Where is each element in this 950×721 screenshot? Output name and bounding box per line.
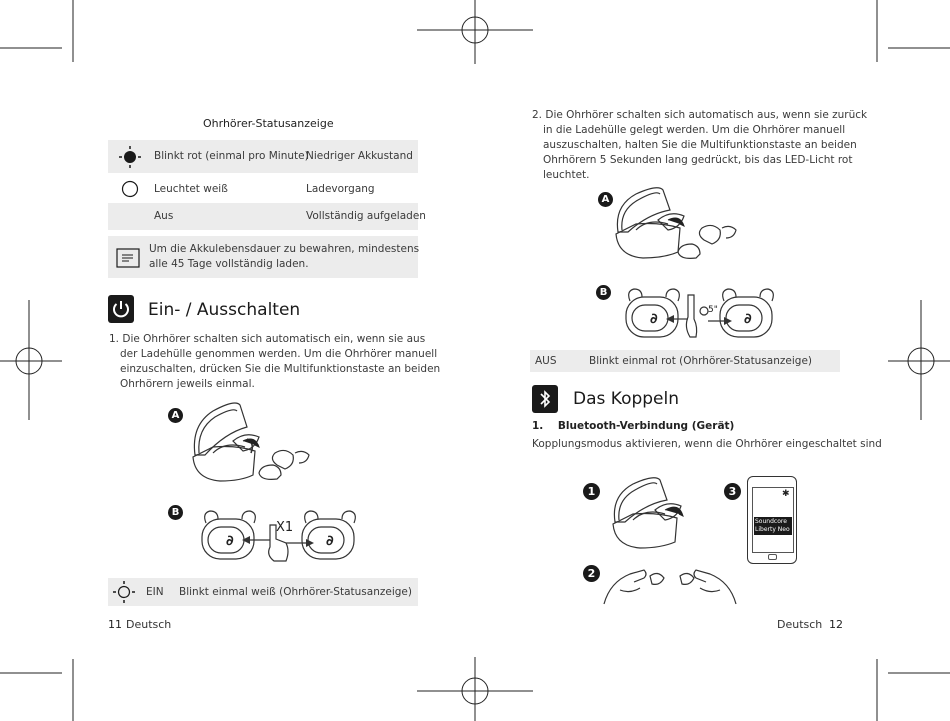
power-para-line-1: 1. Die Ohrhörer schalten sich automatisch ein, wenn sie aus [109, 333, 426, 345]
language-left: Deutsch [126, 618, 172, 631]
svg-text:∂: ∂ [326, 533, 334, 549]
phone-device-label [754, 517, 792, 535]
language-right: Deutsch [777, 618, 823, 631]
power-section-icon-box [108, 295, 134, 323]
svg-text:∂: ∂ [744, 311, 752, 327]
power-icon [108, 295, 134, 323]
charging-case-open-illustration [185, 395, 325, 495]
pair-body: Kopplungsmodus aktivieren, wenn die Ohrhörer eingeschaltet sind [532, 438, 882, 450]
status-row-1-state: Blinkt rot (einmal pro Minute) [154, 150, 309, 162]
press-count: X1 [276, 520, 294, 535]
status-row-1-meaning: Niedriger Akkustand [306, 150, 413, 162]
svg-text:∂: ∂ [226, 533, 234, 549]
off-para-line-1: 2. Die Ohrhörer schalten sich automatisch aus, wenn sie zurück [532, 109, 868, 121]
device-name-line-1: Soundcore [755, 518, 787, 525]
aus-label: AUS [535, 355, 557, 367]
led-circle-icon [121, 180, 139, 198]
label-b-left: B [168, 505, 183, 520]
label-a-left: A [168, 408, 183, 423]
label-a-right: A [598, 192, 613, 207]
pair-section-title: Das Koppeln [573, 389, 680, 409]
status-row-2-meaning: Ladevorgang [306, 183, 375, 195]
phone-bluetooth-icon: ✱ [782, 489, 790, 499]
page-number-left: 11 [108, 618, 122, 631]
note-line-1: Um die Akkulebensdauer zu bewahren, mindestens [149, 243, 420, 255]
page-number-right: 12 [829, 618, 843, 631]
power-para-line-2: der Ladehülle genommen werden. Um die Ohrhörer manuell [120, 348, 438, 360]
device-name-line-2: Liberty Neo [755, 526, 790, 533]
svg-text:∂: ∂ [650, 311, 658, 327]
power-section-title: Ein- / Ausschalten [148, 300, 301, 320]
phone-home-button [768, 554, 777, 560]
status-row-3-state: Aus [154, 210, 174, 222]
off-para-line-5: leuchtet. [543, 169, 590, 181]
earbuds-hold-illustration [622, 283, 778, 347]
label-b-right: B [596, 285, 611, 300]
off-para-line-3: auszuschalten, halten Sie die Multifunktionstaste an beiden [543, 139, 857, 151]
earbuds-hands-illustration [600, 560, 740, 608]
phone-outline [747, 476, 797, 564]
charging-case-illustration [605, 470, 715, 560]
bluetooth-icon [532, 385, 558, 413]
aus-text: Blinkt einmal rot (Ohrhörer-Statusanzeige) [589, 355, 813, 367]
off-para-line-2: in die Ladehülle gelegt werden. Um die Ohrhörer manuell [543, 124, 846, 136]
ein-label: EIN [146, 586, 164, 598]
status-row-2-state: Leuchtet weiß [154, 183, 228, 195]
step-2-label: 2 [583, 565, 600, 582]
step-3-label: 3 [724, 483, 741, 500]
charging-case-close-illustration [608, 180, 748, 270]
note-line-2: alle 45 Tage vollständig laden. [149, 258, 309, 270]
status-row-3-meaning: Vollständig aufgeladen [306, 210, 426, 222]
power-para-line-3: einzuschalten, drücken Sie die Multifunktionstaste an beiden [120, 363, 441, 375]
ein-text: Blinkt einmal weiß (Ohrhörer-Statusanzeige) [179, 586, 412, 598]
led-blinking-icon-ein [111, 581, 137, 603]
pair-subheading: 1. Bluetooth-Verbindung (Gerät) [532, 420, 735, 432]
step-1-label: 1 [583, 483, 600, 500]
led-blinking-icon [117, 145, 143, 169]
off-para-line-4: Ohrhörern 5 Sekunden lang gedrückt, bis das LED-Licht rot [543, 154, 853, 166]
earbuds-press-illustration [196, 505, 360, 569]
hold-time: 5" [708, 305, 718, 315]
power-para-line-4: Ohrhörern jeweils einmal. [120, 378, 255, 390]
pair-section-icon-box [532, 385, 558, 413]
status-table-title: Ohrhörer-Statusanzeige [203, 117, 334, 130]
note-icon [116, 248, 140, 268]
